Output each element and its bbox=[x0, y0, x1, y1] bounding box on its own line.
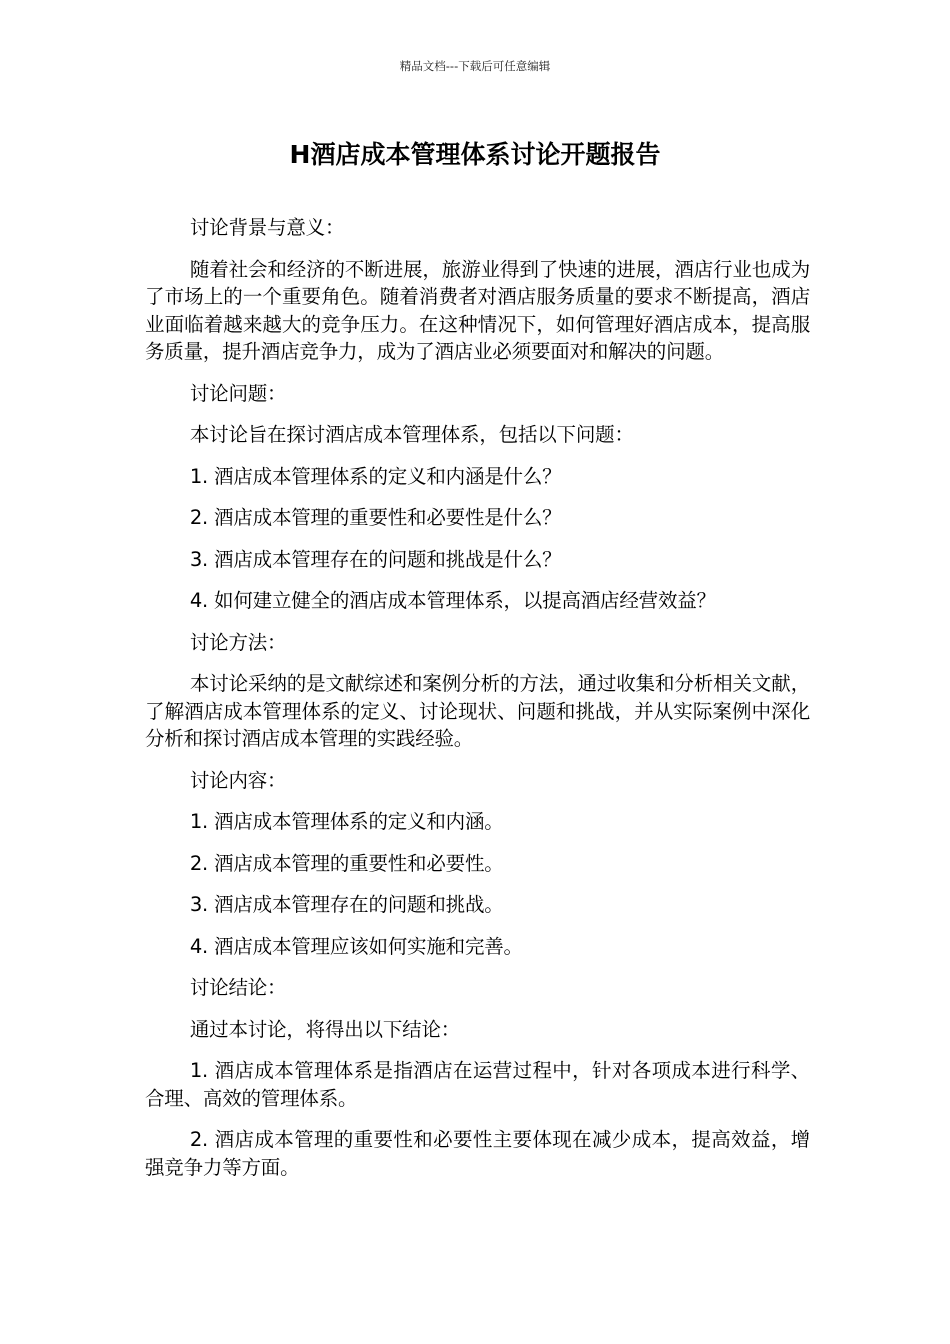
content-item-3: 3. 酒店成本管理存在的问题和挑战。 bbox=[189, 893, 504, 916]
section-heading-content: 讨论内容： bbox=[189, 768, 287, 792]
body-paragraph-questions-intro: 本讨论旨在探讨酒店成本管理体系，包括以下问题： bbox=[189, 423, 634, 446]
document-title: H酒店成本管理体系讨论开题报告 bbox=[289, 140, 661, 169]
question-item-3: 3. 酒店成本管理存在的问题和挑战是什么？ bbox=[189, 547, 562, 571]
conclusion-item-2: 2. 酒店成本管理的重要性和必要性主要体现在减少成本，提高效益，增强竞争力等方面。 bbox=[145, 1128, 810, 1179]
document-body bbox=[145, 214, 810, 1195]
question-item-1: 1. 酒店成本管理体系的定义和内涵是什么？ bbox=[189, 464, 562, 488]
body-paragraph-background: 随着社会和经济的不断进展，旅游业得到了快速的进展，酒店行业也成为了市场上的一个重要角色。随着消费者对酒店服务质量的要求不断提高，酒店业面临着越来越大的竞争压力。在这种情况下，如何管理好酒店成本，提高服务质量，提升酒店竞争力，成为了酒店业必须要面对和解决的问题。 bbox=[145, 257, 810, 363]
section-heading-conclusion: 讨论结论： bbox=[189, 976, 287, 999]
content-item-1: 1. 酒店成本管理体系的定义和内涵。 bbox=[189, 810, 504, 833]
section-heading-background: 讨论背景与意义： bbox=[189, 216, 345, 239]
question-item-2: 2. 酒店成本管理的重要性和必要性是什么？ bbox=[189, 506, 562, 529]
content-item-4: 4. 酒店成本管理应该如何实施和完善。 bbox=[189, 934, 523, 958]
section-heading-questions: 讨论问题： bbox=[189, 381, 287, 405]
conclusion-item-1: 1. 酒店成本管理体系是指酒店在运营过程中，针对各项成本进行科学、合理、高效的管理体系。 bbox=[145, 1059, 810, 1110]
content-item-2: 2. 酒店成本管理的重要性和必要性。 bbox=[189, 851, 504, 875]
body-paragraph-conclusion-intro: 通过本讨论，将得出以下结论： bbox=[189, 1017, 461, 1041]
body-paragraph-methods: 本讨论采纳的是文献综述和案例分析的方法，通过收集和分析相关文献，了解酒店成本管理体系的定义、讨论现状、问题和挑战，并从实际案例中深化分析和探讨酒店成本管理的实践经验。 bbox=[145, 672, 810, 750]
question-item-4: 4. 如何建立健全的酒店成本管理体系，以提高酒店经营效益？ bbox=[189, 589, 716, 612]
page-header: 精品文档---下载后可任意编辑 bbox=[399, 59, 551, 73]
section-heading-methods: 讨论方法： bbox=[189, 630, 287, 654]
